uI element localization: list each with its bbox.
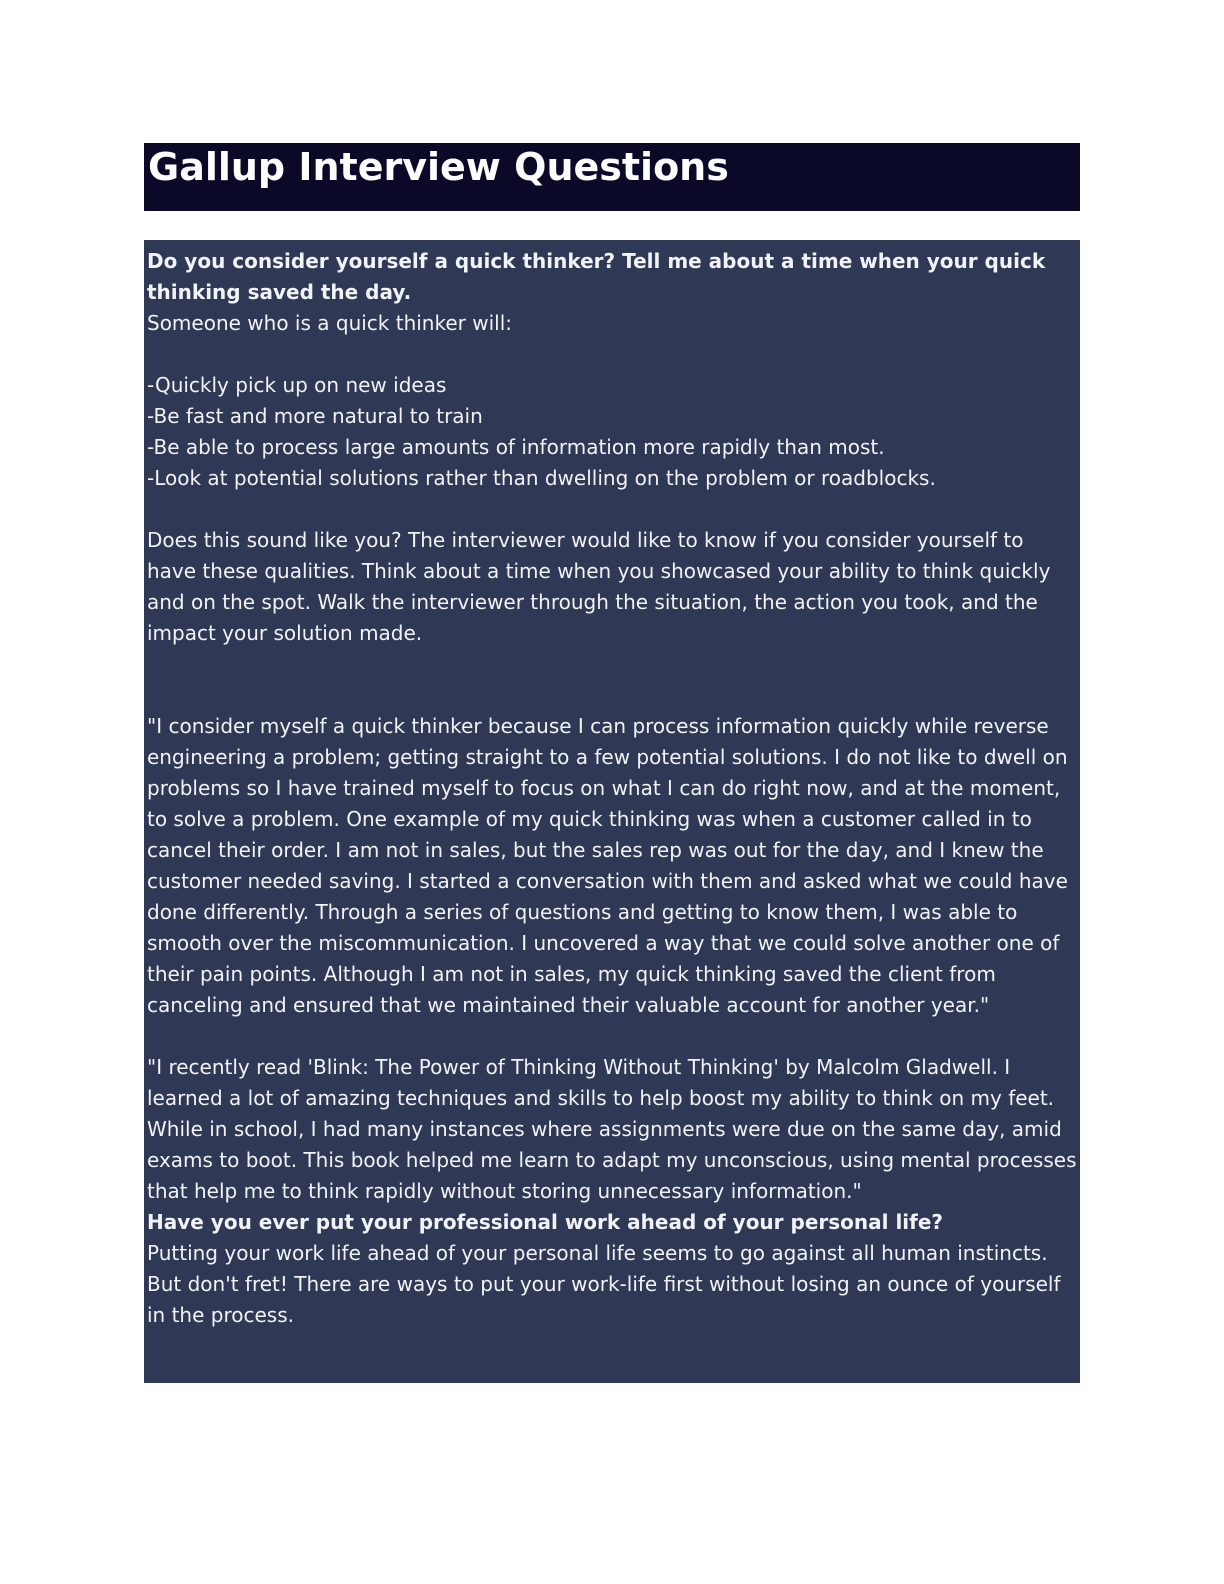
blank-line xyxy=(147,680,1078,711)
content-blocks xyxy=(147,246,1078,1331)
paragraph: Someone who is a quick thinker will: xyxy=(147,311,512,335)
content-panel xyxy=(144,240,1080,1383)
list-item: -Quickly pick up on new ideas xyxy=(147,373,447,397)
paragraph: Putting your work life ahead of your personal life seems to go against all human instincts. But don't fret! There are ways to put your work-life first without losing an ounce of yourself in the process. xyxy=(147,1241,1061,1327)
list-item: -Be able to process large amounts of information more rapidly than most. xyxy=(147,435,885,459)
paragraph: "I consider myself a quick thinker because I can process information quickly while reverse engineering a problem; getting straight to a few potential solutions. I do not like to dwell on problems so I have trained myself to focus on what I can do right now, and at the moment, to solve a problem. One example of my quick thinking was when a customer called in to cancel their order. I am not in sales, but the sales rep was out for the day, and I knew the customer needed saving. I started a conversation with them and asked what we could have done differently. Through a series of questions and getting to know them, I was able to smooth over the miscommunication. I uncovered a way that we could solve another one of their pain points. Although I am not in sales, my quick thinking saved the client from canceling and ensured that we maintained their valuable account for another year." xyxy=(147,714,1068,1017)
document-title: Gallup Interview Questions xyxy=(148,145,729,189)
question-heading: Do you consider yourself a quick thinker? Tell me about a time when your quick thinking saved the day. xyxy=(147,249,1046,304)
list-item: -Look at potential solutions rather than dwelling on the problem or roadblocks. xyxy=(147,466,936,490)
paragraph: "I recently read 'Blink: The Power of Thinking Without Thinking' by Malcolm Gladwell. I learned a lot of amazing techniques and skills to help boost my ability to think on my feet. While in school, I had many instances where assignments were due on the same day, amid exams to boot. This book helped me learn to adapt my unconscious, using mental processes that help me to think rapidly without storing unnecessary information." xyxy=(147,1055,1077,1203)
blank-line xyxy=(147,649,1078,680)
blank-line xyxy=(147,339,1078,370)
question-heading: Have you ever put your professional work ahead of your personal life? xyxy=(147,1210,944,1234)
blank-line xyxy=(147,494,1078,525)
list-item: -Be fast and more natural to train xyxy=(147,404,483,428)
paragraph: Does this sound like you? The interviewer would like to know if you consider yourself to have these qualities. Think about a time when you showcased your ability to think quickly and on the spot. Walk the interviewer through the situation, the action you took, and the impact your solution made. xyxy=(147,528,1051,645)
document-header xyxy=(144,143,1080,211)
blank-line xyxy=(147,1021,1078,1052)
